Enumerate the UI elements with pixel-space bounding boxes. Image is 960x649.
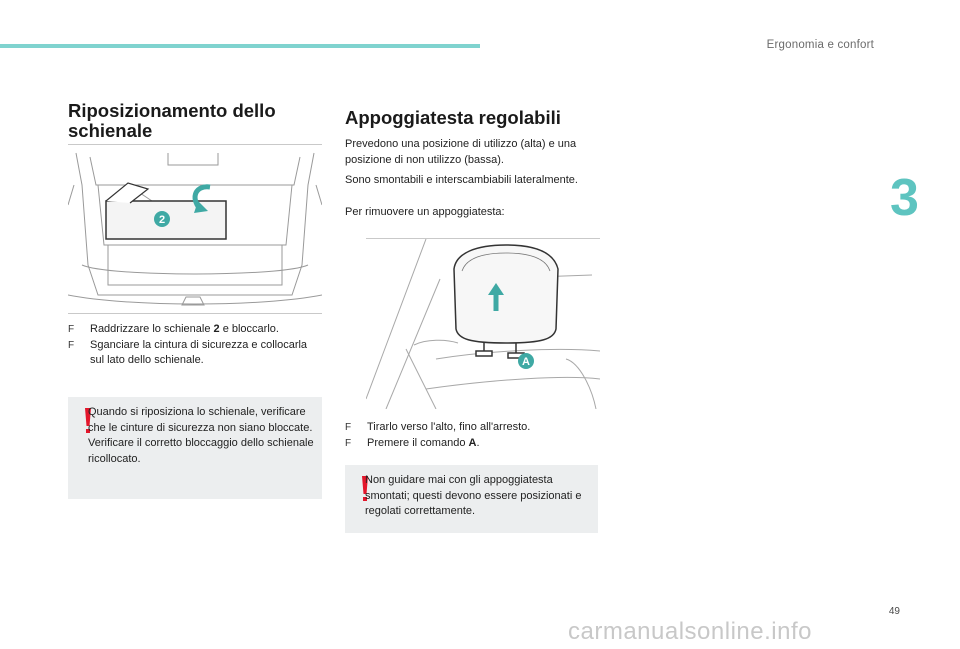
callout-ref: A: [468, 436, 477, 449]
section-heading-headrests: Appoggiatesta regolabili: [345, 107, 561, 128]
callout-ref: 2: [213, 323, 220, 335]
backrest-illustration: [68, 144, 322, 314]
list-item: F Tirarlo verso l'alto, fino all'arresto.: [345, 420, 600, 436]
intro-paragraph: Per rimuovere un appoggiatesta:: [345, 206, 505, 218]
warning-text: Verificare il corretto bloccaggio dello schienale ricollocato.: [88, 437, 314, 465]
headrest-drawing: [366, 239, 600, 409]
headrest-steps: [345, 420, 600, 451]
intro-paragraph: Sono smontabili e interscambiabili lateralmente.: [345, 174, 578, 186]
bullet-glyph: F: [345, 437, 352, 449]
section-heading-backrest: Riposizionamento dello schienale: [68, 100, 276, 141]
list-item: F Premere il comando A.: [345, 436, 600, 452]
callout-label: 2: [158, 214, 166, 226]
page-number: 49: [888, 606, 900, 617]
headrest-illustration: [366, 238, 600, 409]
bullet-glyph: F: [68, 339, 75, 351]
callout-label: A: [522, 356, 530, 368]
warning-text: Non guidare mai con gli appoggiatesta smontati; questi devono essere posizionati e regolati correttamente.: [365, 474, 582, 517]
rear-seat-drawing: [68, 145, 322, 313]
chapter-number: 3: [890, 169, 919, 227]
warning-text: Quando si riposiziona lo schienale, verificare che le cinture di sicurezza non siano bloccate.: [88, 406, 313, 434]
list-item: F Sganciare la cintura di sicurezza e collocarla sul lato dello schienale.: [68, 338, 308, 366]
backrest-steps: [68, 322, 318, 369]
bullet-glyph: F: [345, 422, 352, 433]
header-accent-bar: [0, 44, 480, 48]
intro-paragraph: Prevedono una posizione di utilizzo (alta) e una posizione di non utilizzo (bassa).: [345, 138, 577, 166]
bullet-glyph: F: [68, 324, 75, 335]
warning-box-headrests: [345, 465, 598, 533]
watermark: carmanualsonline.info: [568, 618, 812, 645]
warning-box-backrest: [68, 397, 322, 499]
section-title: Ergonomia e confort: [766, 39, 874, 51]
list-item: F Raddrizzare lo schienale 2 e bloccarlo.: [68, 322, 318, 338]
